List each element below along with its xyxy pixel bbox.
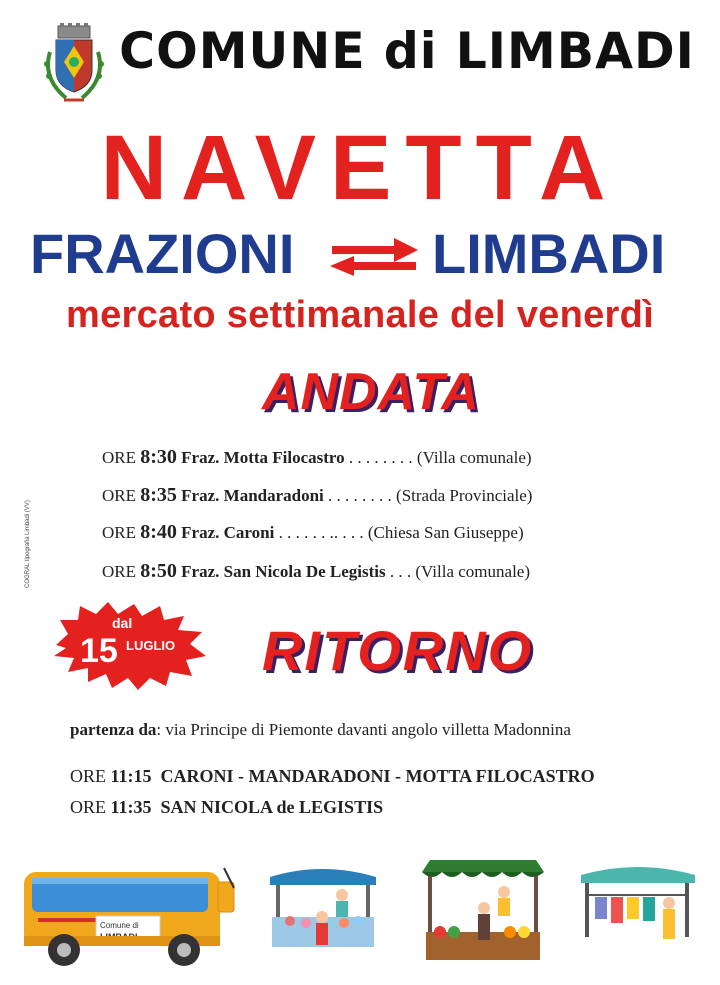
printer-credit: COGRAL tipografia Limbadi (VV) <box>25 500 31 588</box>
andata-row <box>102 446 532 469</box>
time-prefix: ORE <box>70 766 106 786</box>
andata-row <box>102 521 524 544</box>
leader-dots: . . . <box>385 562 416 581</box>
time-prefix: ORE <box>70 797 106 817</box>
swap-arrows-icon <box>324 234 424 278</box>
return-destinations: CARONI - MANDARADONI - MOTTA FILOCASTRO <box>160 766 595 786</box>
badge-month: LUGLIO <box>126 638 176 653</box>
date-badge <box>50 600 210 690</box>
route-to: LIMBADI <box>432 222 666 285</box>
stop-name: Fraz. Caroni <box>181 523 275 542</box>
andata-row <box>102 560 530 583</box>
stop-name: Fraz. Mandaradoni <box>181 486 324 505</box>
time-prefix: ORE <box>102 486 136 505</box>
bus-illustration <box>18 858 240 970</box>
bus-sign-line1: Comune di <box>100 921 139 930</box>
stop-name: Fraz. Motta Filocastro <box>181 448 345 467</box>
fruit-market-stall-illustration <box>418 852 548 964</box>
departure-time: 8:40 <box>140 521 177 543</box>
badge-day: 15 <box>80 632 118 670</box>
stop-name: Fraz. San Nicola De Legistis <box>181 562 386 581</box>
time-prefix: ORE <box>102 523 136 542</box>
departure-info <box>70 720 571 740</box>
departure-text: : via Principe di Piemonte davanti angolo villetta Madonnina <box>156 720 571 739</box>
stop-location: (Villa comunale) <box>415 562 531 581</box>
fish-market-stall-illustration <box>262 855 382 955</box>
stop-location: (Villa comunale) <box>416 448 532 467</box>
andata-heading: ANDATA <box>262 363 480 421</box>
time-prefix: ORE <box>102 562 136 581</box>
departure-time: 8:30 <box>140 446 177 468</box>
route-row <box>0 222 720 286</box>
leader-dots: . . . . . . . . <box>323 486 397 505</box>
leader-dots: . . . . . . . . <box>344 448 417 467</box>
comune-title: COMUNE di LIMBADI <box>119 22 695 80</box>
subtitle-mercato: mercato settimanale del venerdì <box>66 294 654 336</box>
return-time: 11:15 <box>110 766 152 786</box>
stop-location: (Strada Provinciale) <box>396 486 533 505</box>
ritorno-row <box>70 797 383 818</box>
andata-row <box>102 484 532 507</box>
ritorno-row <box>70 766 595 787</box>
return-time: 11:35 <box>110 797 152 817</box>
departure-time: 8:50 <box>140 560 177 582</box>
return-destinations: SAN NICOLA de LEGISTIS <box>160 797 384 817</box>
stop-location: (Chiesa San Giuseppe) <box>367 523 524 542</box>
ritorno-heading: RITORNO <box>262 619 534 682</box>
badge-dal: dal <box>112 615 133 631</box>
departure-label: partenza da <box>70 720 157 739</box>
time-prefix: ORE <box>102 448 136 467</box>
clothes-market-stall-illustration <box>575 855 700 955</box>
headline-navetta: NAVETTA <box>100 117 620 219</box>
route-from: FRAZIONI <box>30 222 295 285</box>
departure-time: 8:35 <box>140 484 177 506</box>
municipal-crest-icon <box>38 22 110 110</box>
leader-dots: . . . . . . .. . . . <box>274 523 368 542</box>
